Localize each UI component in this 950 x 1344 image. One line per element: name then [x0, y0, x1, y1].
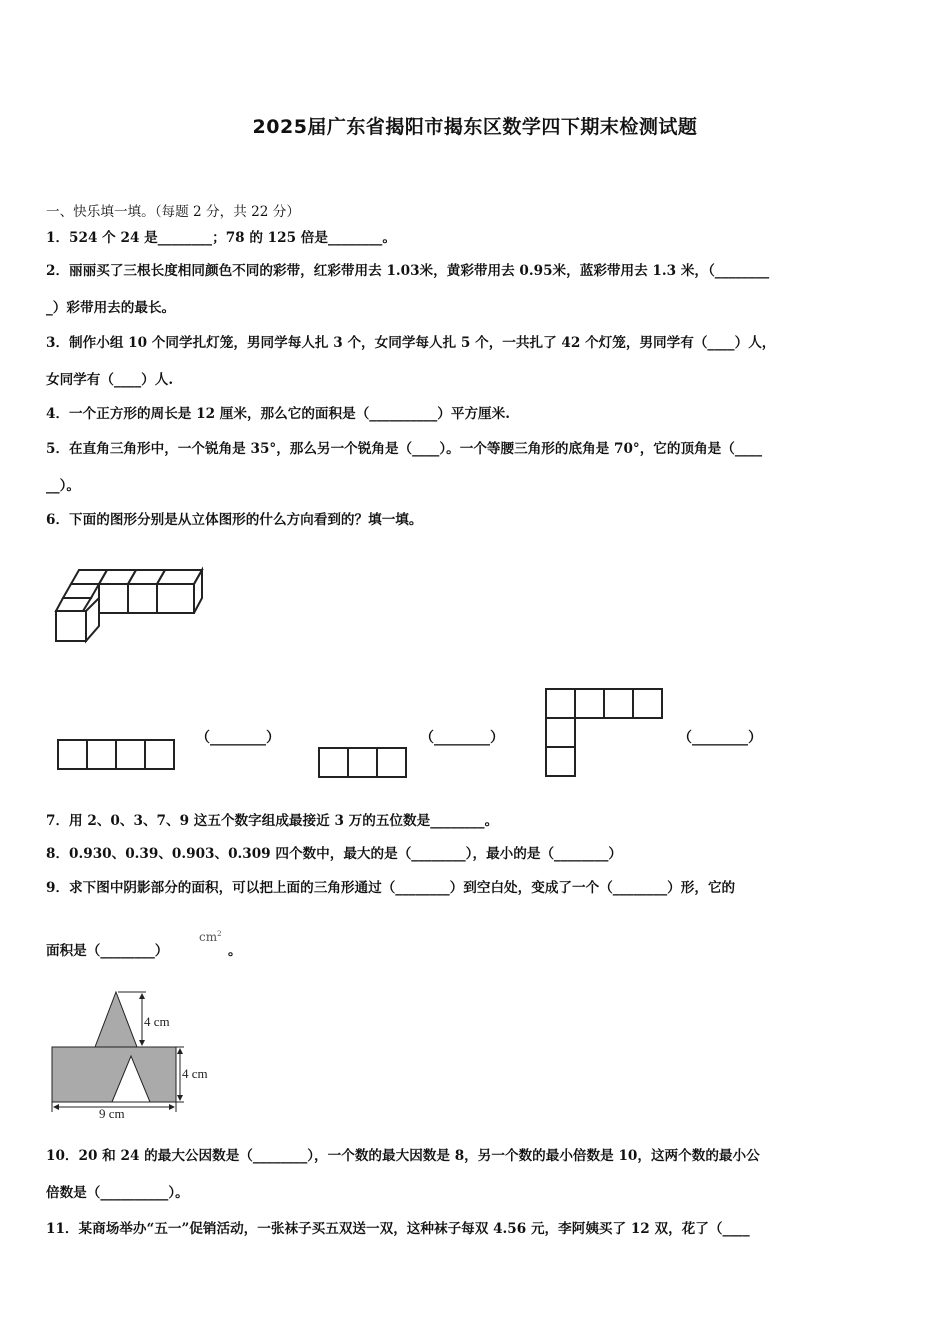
- question-9-line-1: 9．求下图中阴影部分的面积，可以把上面的三角形通过（________）到空白处，变成了一个（________）形，它的: [46, 880, 736, 896]
- answer-blank-view-2[interactable]: （________）: [420, 730, 504, 746]
- question-8: 8．0.930、0.39、0.903、0.309 四个数中，最大的是（________），最小的是（________）: [46, 846, 623, 862]
- question-11: 11．某商场举办“五一”促销活动，一张袜子买五双送一双，这种袜子每双 4.56 元，李阿姨买了 12 双，花了（____: [46, 1221, 750, 1237]
- view-three-squares: [317, 746, 411, 780]
- question-2-line-2: _）彩带用去的最长。: [46, 300, 176, 316]
- answer-blank-view-1[interactable]: （________）: [196, 730, 280, 746]
- unit-square-cm: $cm^2$: [199, 930, 222, 944]
- question-5-line-2: __）。: [46, 478, 80, 494]
- shaded-area-figure: [46, 990, 246, 1118]
- question-10-line-2: 倍数是（__________）。: [46, 1185, 189, 1201]
- question-5-line-1: 5．在直角三角形中，一个锐角是 35°，那么另一个锐角是（____）。一个等腰三角形的底角是 70°，它的顶角是（____: [46, 441, 763, 457]
- label-top-height: 4 cm: [144, 1014, 170, 1029]
- question-3-line-1: 3．制作小组 10 个同学扎灯笼，男同学每人扎 3 个，女同学每人扎 5 个，一共扎了 42 个灯笼，男同学有（____）人，: [46, 335, 776, 351]
- question-7: 7．用 2、0、3、7、9 这五个数字组成最接近 3 万的五位数是________。: [46, 813, 499, 829]
- answer-blank-view-3[interactable]: （________）: [678, 730, 762, 746]
- question-6: 6．下面的图形分别是从立体图形的什么方向看到的？填一填。: [46, 512, 423, 528]
- label-right-height: 4 cm: [182, 1066, 208, 1081]
- question-1: 1．524 个 24 是________；78 的 125 倍是________。: [46, 230, 396, 246]
- page-title: 2025届广东省揭阳市揭东区数学四下期末检测试题: [252, 116, 698, 138]
- question-4: 4．一个正方形的周长是 12 厘米，那么它的面积是（__________）平方厘米.: [46, 406, 510, 422]
- view-four-squares: [56, 738, 178, 772]
- question-10-line-1: 10．20 和 24 的最大公因数是（________），一个数的最大因数是 8，另一个数的最小倍数是 10，这两个数的最小公: [46, 1148, 760, 1164]
- question-9-end: 。: [228, 943, 242, 959]
- solid-figure-3d: [52, 566, 212, 646]
- question-3-line-2: 女同学有（____）人.: [46, 372, 174, 388]
- question-2-line-1: 2．丽丽买了三根长度相同颜色不同的彩带，红彩带用去 1.03米，黄彩带用去 0.95米，蓝彩带用去 1.3 米，（________: [46, 263, 770, 279]
- label-bottom-width: 9 cm: [99, 1106, 125, 1118]
- question-9-line-2: 面积是（________）: [46, 943, 169, 959]
- view-l-shape: [544, 687, 668, 781]
- section-heading: 一、快乐填一填。（每题 2 分，共 22 分）: [46, 204, 300, 220]
